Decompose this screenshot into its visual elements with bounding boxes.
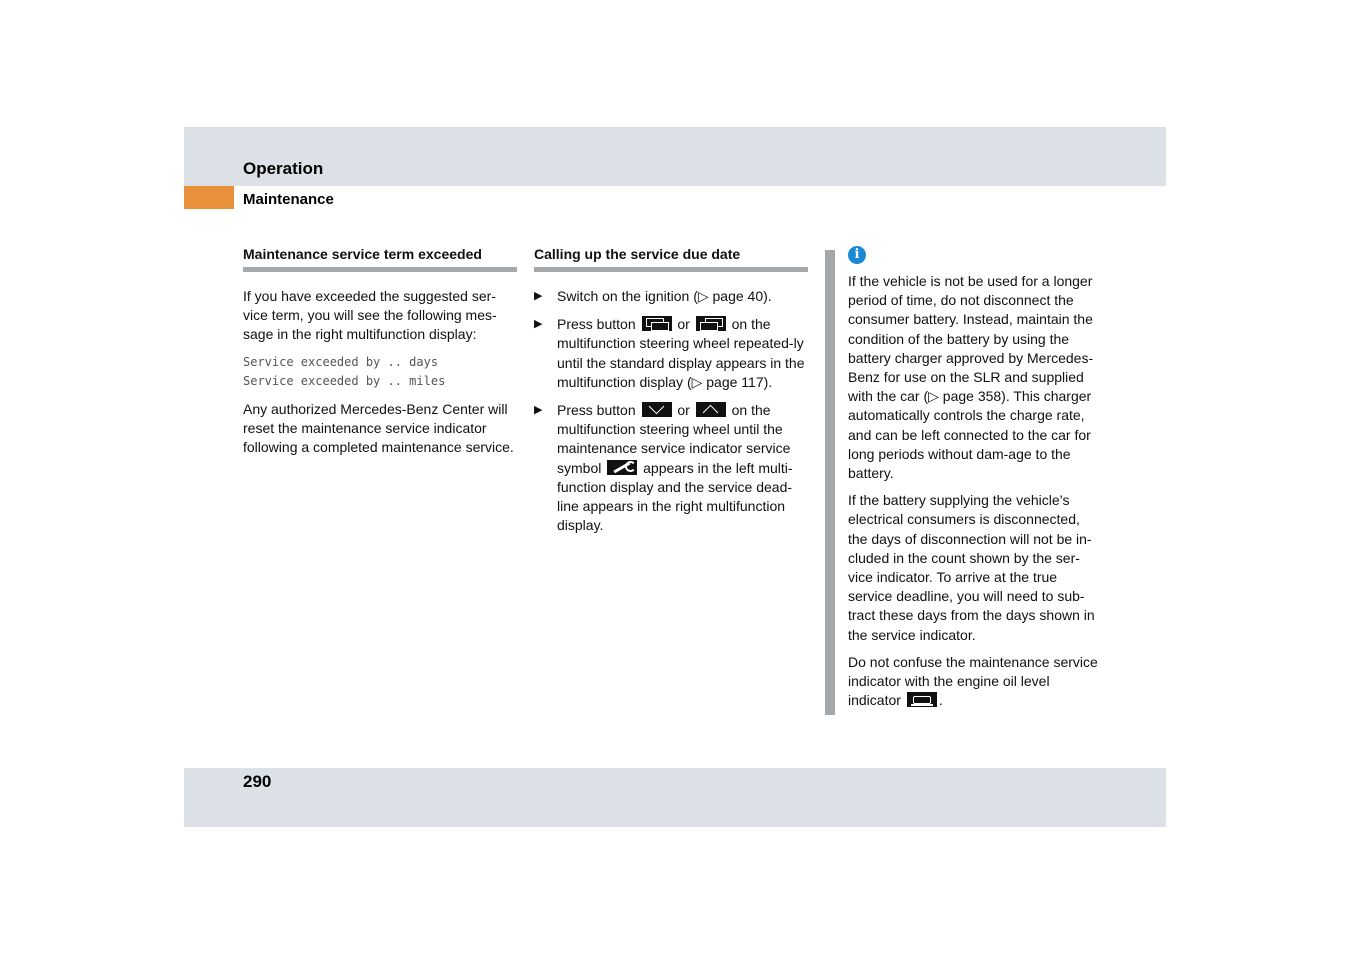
column-heading: Calling up the service due date: [534, 245, 808, 272]
info-paragraph: [848, 653, 1100, 711]
info-paragraph: If the battery supplying the vehicle’s electrical consumers is disconnected, the days of disconnection will not be in-cluded in the count shown by the ser-vice indicator. To arrive at the true service deadline, you will need to sub-tract these days from the days shown in the service indicator.: [848, 492, 1095, 643]
instruction-steps: [534, 287, 808, 535]
step-text: Switch on the ignition (▷ page 40).: [557, 288, 772, 304]
display-message: Service exceeded by .. miles: [243, 373, 446, 388]
footer-band: [184, 768, 1166, 827]
column-service-exceeded: [243, 245, 517, 465]
info-text: .: [938, 692, 943, 709]
header-band: [184, 127, 1166, 186]
section-title: Operation: [243, 159, 324, 178]
column-heading: Maintenance service term exceeded: [243, 245, 517, 272]
step-text: on the multifunction steering wheel until the maintenance service indicator service symbol: [557, 402, 791, 476]
step-text: on the multifunction steering wheel repeated-ly until the standard display appears in the multifunction display (▷ page 117).: [557, 316, 805, 390]
chevron-up-icon: [696, 402, 726, 417]
display-messages: [243, 353, 517, 391]
step-text: or: [677, 402, 690, 419]
section-marker-tab: [184, 186, 234, 209]
oil-level-icon: [907, 692, 937, 707]
display-page-back-icon: [642, 316, 672, 331]
step-text: Press button: [557, 402, 636, 419]
step-item: [534, 401, 808, 535]
page-number: 290: [243, 772, 272, 791]
chevron-down-icon: [642, 402, 672, 417]
step-bullet-icon: ▶: [534, 318, 543, 331]
info-text: Do not confuse the maintenance service indicator with the engine oil level indicator: [848, 653, 1098, 709]
step-item: [534, 315, 808, 392]
info-paragraph: If the vehicle is not be used for a longer period of time, do not disconnect the consumer battery. Instead, maintain the condition of the battery by using the battery charger approved by Mercedes-Benz for use on the SLR and supplied with the car (▷ page 358). This charger automatically controls the charge rate, and can be left connected to the car for long periods without dam-age to the battery.: [848, 273, 1094, 482]
step-text: Press button: [557, 316, 636, 333]
display-page-forward-icon: [696, 316, 726, 331]
info-icon: i: [848, 246, 866, 264]
display-message: Service exceeded by .. days: [243, 354, 439, 369]
info-side-bar: [825, 250, 835, 715]
step-text: or: [677, 316, 690, 333]
step-text: appears in the left multi-function display and the service dead-line appears in the right multifunction display.: [557, 459, 793, 534]
step-item: [534, 287, 808, 306]
wrench-icon: [607, 460, 637, 475]
step-bullet-icon: ▶: [534, 404, 543, 417]
body-paragraph: Any authorized Mercedes-Benz Center will reset the maintenance service indicator following a completed maintenance service.: [243, 400, 514, 456]
step-bullet-icon: ▶: [534, 290, 543, 302]
info-note: [848, 246, 1100, 718]
intro-paragraph: If you have exceeded the suggested ser-vice term, you will see the following mes-sage in the right multifunction display:: [243, 288, 497, 343]
subsection-title: Maintenance: [243, 191, 334, 208]
column-service-due-date: [534, 245, 808, 544]
